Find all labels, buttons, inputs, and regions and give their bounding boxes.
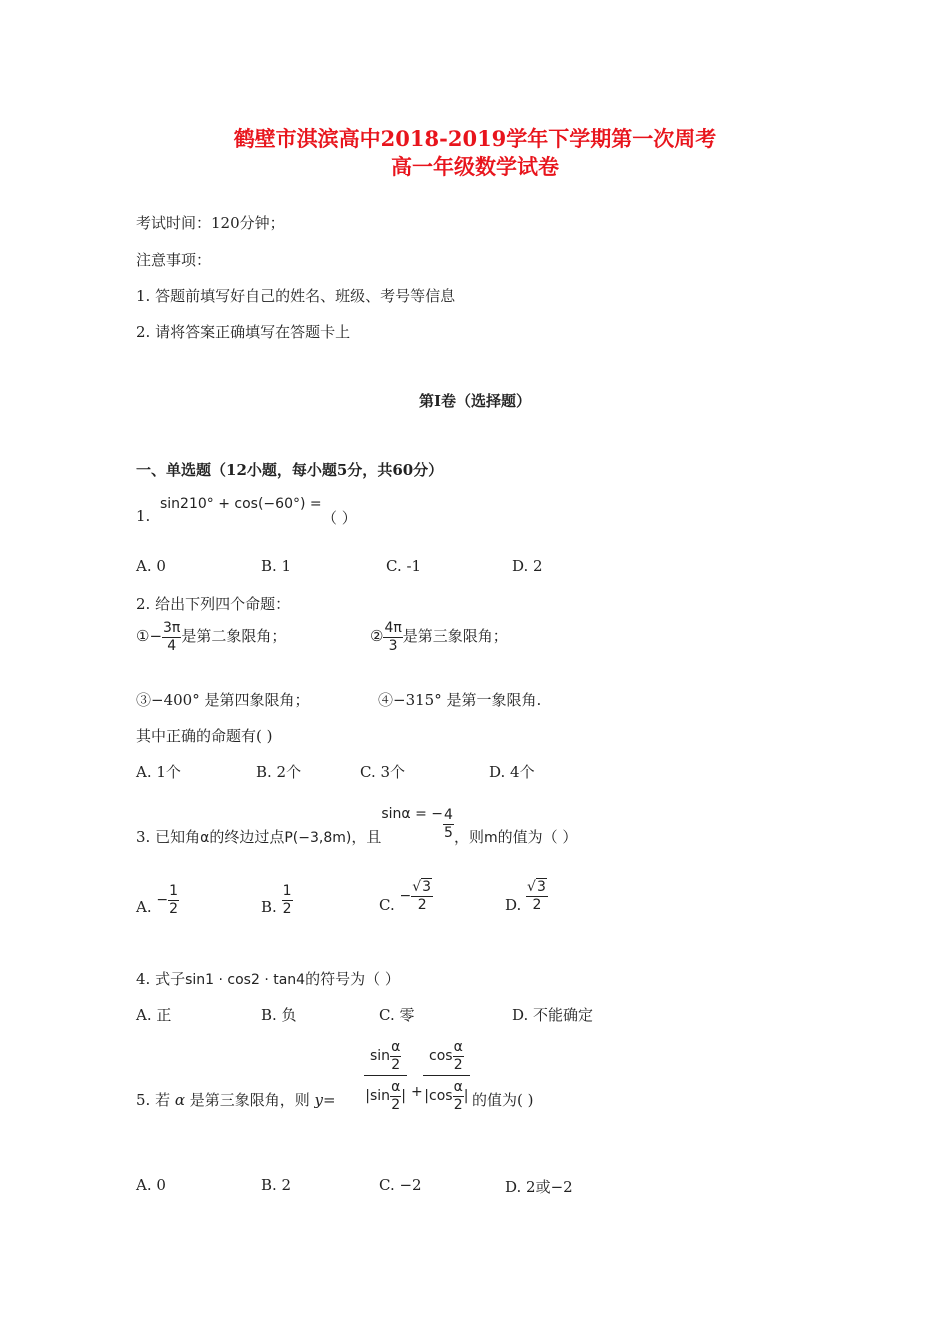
- q3-opt-d-label: D.: [505, 896, 522, 915]
- q3-opt-a-label: A.: [136, 898, 152, 917]
- q3-sin-lhs: sinα = −: [381, 806, 444, 823]
- q5-t2-num-fn: cos: [429, 1048, 453, 1065]
- q3-stem-c: ，且: [351, 828, 382, 847]
- q5-t2-den-fn: |cos: [424, 1088, 453, 1105]
- page-title-line1: 鹤壁市淇滨高中2018-2019学年下学期第一次周考: [233, 126, 717, 151]
- q2-p2-prefix: ②: [370, 627, 384, 646]
- q3-opt-d-fraction: [526, 880, 548, 912]
- part-heading: 一、单选题（12小题，每小题5分，共60分）: [136, 461, 444, 479]
- q3-opt-a-fraction: [168, 884, 179, 916]
- q5-t1-den-half: [390, 1080, 401, 1112]
- q4-option-a: A. 正: [136, 1006, 172, 1024]
- q2-p2-denominator: 3: [388, 637, 398, 654]
- q3-opt-c-denominator: 2: [417, 896, 427, 913]
- q3-opt-b-denominator: 2: [282, 900, 292, 917]
- q5-t1-num-fn: sin: [370, 1048, 391, 1065]
- q5-term1-denominator: [364, 1076, 407, 1112]
- page-title-line2: 高一年级数学试卷: [391, 154, 559, 179]
- q3-sin-denominator: 5: [444, 824, 453, 841]
- q3-opt-d-denominator: 2: [532, 896, 542, 913]
- q2-proposition-4: ④−315° 是第一象限角.: [378, 691, 542, 709]
- q5-t1-num-two: 2: [391, 1056, 401, 1073]
- volume-heading: 第Ⅰ卷（选择题）: [418, 392, 532, 410]
- q3-option-b: [261, 884, 293, 916]
- q2-p2-fraction: [383, 621, 402, 653]
- q5-term2-numerator: [423, 1040, 470, 1076]
- q4-option-d: D. 不能确定: [512, 1006, 594, 1024]
- q5-t2-den-two: 2: [453, 1097, 463, 1114]
- q1-option-b: B. 1: [261, 557, 292, 575]
- notes-label: 注意事项：: [136, 251, 212, 269]
- q5-t2-num-two: 2: [453, 1056, 463, 1073]
- q3-stem: [136, 798, 578, 847]
- q2-option-b: B. 2个: [256, 763, 302, 781]
- q4-expression: sin1 · cos2 · tan4: [185, 972, 306, 988]
- note-2: 2. 请将答案正确填写在答题卡上: [136, 323, 351, 341]
- q3-opt-c-radical: √: [412, 879, 422, 895]
- q5-equals: =: [323, 1091, 336, 1109]
- q3-option-d: [505, 879, 548, 915]
- q3-opt-b-fraction: [282, 884, 293, 916]
- q5-term1: [364, 1040, 407, 1113]
- q3-opt-d-radical: √: [527, 879, 536, 895]
- q3-opt-c-fraction: [411, 880, 433, 912]
- q1-option-c: C. -1: [386, 557, 422, 575]
- q5-term2: [423, 1040, 470, 1113]
- q4-option-b: B. 负: [261, 1006, 297, 1024]
- q5-stem-b: 是第三象限角，则: [185, 1091, 315, 1109]
- q5-option-d: D. 2或−2: [505, 1178, 573, 1196]
- q5-option-a: A. 0: [136, 1176, 166, 1194]
- q3-option-c: [379, 879, 433, 915]
- q3-opt-b-numerator: 1: [282, 883, 292, 899]
- q3-opt-c-radicand: 3: [422, 879, 432, 895]
- q5-plus: +: [411, 1084, 423, 1100]
- q5-t2-num-half: [453, 1040, 464, 1072]
- q3-opt-d-radicand: 3: [536, 879, 546, 895]
- q3-opt-c-sign: −: [399, 888, 412, 905]
- q1-option-a: A. 0: [136, 557, 166, 575]
- q2-proposition-3: ③−400° 是第四象限角；: [136, 691, 310, 709]
- q4-stem: [136, 968, 400, 989]
- q3-point: P(−3,8m): [284, 830, 352, 847]
- q3-alpha: α: [200, 830, 210, 847]
- q3-stem-a: 3. 已知角: [136, 828, 201, 847]
- q5-alpha: α: [174, 1091, 185, 1109]
- q4-stem-b: 的符号为（ ）: [305, 970, 400, 988]
- q3-opt-a-denominator: 2: [169, 900, 179, 917]
- q5-t2-num-alpha: α: [453, 1039, 463, 1055]
- q2-stem: 2. 给出下列四个命题：: [136, 595, 291, 613]
- q2-option-c: C. 3个: [360, 763, 406, 781]
- q2-p1-prefix: ①−: [136, 627, 163, 646]
- q2-option-a: A. 1个: [136, 763, 181, 781]
- q3-stem-d: ，则: [453, 828, 484, 847]
- q5-t1-num-alpha: α: [391, 1039, 401, 1055]
- q3-opt-d-numerator: [526, 880, 548, 897]
- q5-t1-den-two: 2: [391, 1097, 401, 1114]
- q3-opt-a-numerator: 1: [169, 883, 179, 899]
- q2-p1-numerator: 3π: [163, 620, 181, 636]
- q5-t1-den-bar: |: [401, 1088, 407, 1105]
- q2-option-d: D. 4个: [489, 763, 535, 781]
- q5-t2-den-alpha: α: [453, 1079, 463, 1096]
- q5-term1-numerator: [364, 1040, 407, 1076]
- q3-opt-c-label: C.: [379, 896, 395, 915]
- q1-paren: （ ）: [322, 509, 357, 527]
- q4-stem-a: 4. 式子: [136, 970, 186, 988]
- q5-t1-den-alpha: α: [391, 1079, 401, 1096]
- q5-stem-tail: 的值为( ): [472, 1091, 534, 1109]
- q3-opt-c-numerator: [411, 880, 433, 897]
- q3-opt-a-sign: −: [156, 892, 169, 909]
- q5-t1-num-half: [390, 1040, 401, 1072]
- q2-question: 其中正确的命题有( ): [136, 727, 273, 745]
- q3-stem-e: 的值为（ ）: [497, 828, 578, 847]
- q3-option-a: [136, 884, 179, 916]
- note-1: 1. 答题前填写好自己的姓名、班级、考号等信息: [136, 287, 456, 305]
- q5-term2-denominator: [423, 1076, 470, 1112]
- q2-p1-denominator: 4: [167, 637, 177, 654]
- q3-m: m: [483, 830, 498, 847]
- q5-stem-lead: [136, 1089, 336, 1110]
- q5-t2-den-bar: |: [463, 1088, 469, 1105]
- q2-proposition-2: [370, 621, 508, 653]
- q2-p1-fraction: [162, 621, 181, 653]
- q4-option-c: C. 零: [379, 1006, 415, 1024]
- q1-number: 1.: [136, 507, 151, 525]
- q3-sin-numerator: 4: [444, 807, 453, 823]
- q2-p2-numerator: 4π: [384, 620, 402, 636]
- q5-y: y: [314, 1091, 324, 1109]
- q5-t1-den-fn: |sin: [365, 1088, 391, 1105]
- q5-option-b: B. 2: [261, 1176, 292, 1194]
- q5-stem-a: 5. 若: [136, 1091, 175, 1109]
- exam-time: 考试时间：120分钟；: [136, 214, 285, 232]
- q5-option-c: C. −2: [379, 1176, 422, 1194]
- q5-t2-den-half: [453, 1080, 464, 1112]
- q3-opt-b-label: B.: [261, 898, 277, 917]
- q2-proposition-1: [136, 621, 286, 653]
- q2-p1-text: 是第二象限角；: [181, 627, 287, 646]
- q2-p2-text: 是第三象限角；: [402, 627, 508, 646]
- q3-stem-b: 的终边过点: [209, 828, 285, 847]
- q3-sin-fraction: [443, 808, 454, 840]
- q1-formula: sin210° + cos(−60°) =: [160, 496, 322, 512]
- q1-option-d: D. 2: [512, 557, 543, 575]
